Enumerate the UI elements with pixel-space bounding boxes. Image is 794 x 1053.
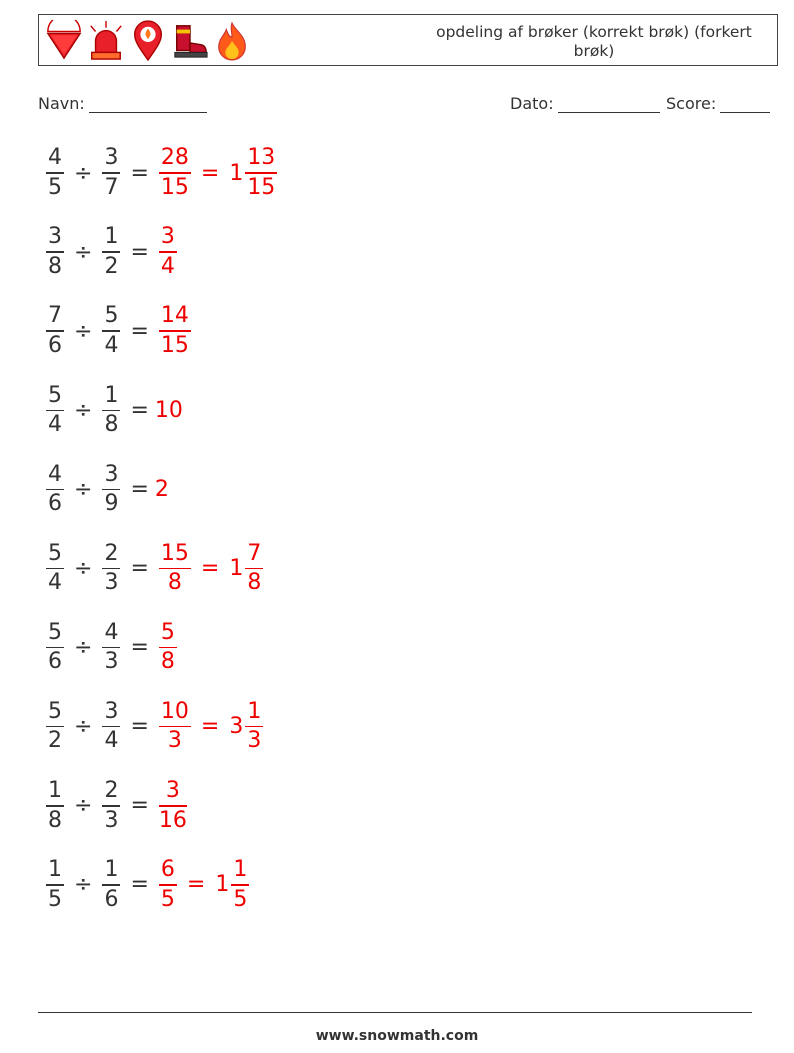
division-sign: ÷ [74, 635, 93, 661]
dividend-fraction-denominator: 4 [48, 412, 62, 438]
answer [155, 303, 195, 359]
equals-sign: = [130, 793, 149, 819]
boot-icon [171, 20, 209, 62]
division-sign: ÷ [74, 793, 93, 819]
answer-whole: 10 [154, 397, 183, 423]
division-sign: ÷ [74, 476, 93, 502]
mixed-fraction-numerator: 7 [247, 540, 262, 566]
dividend-fraction-numerator: 1 [48, 857, 62, 883]
mixed-fraction-denominator: 8 [247, 570, 262, 596]
equals-sign: = [130, 318, 149, 344]
divisor-fraction-numerator: 3 [104, 145, 119, 171]
date-label: Dato: [510, 94, 554, 113]
divisor-fraction-bar [102, 568, 120, 570]
answer-fraction-numerator: 3 [165, 778, 180, 804]
dividend-fraction-denominator: 6 [48, 649, 62, 675]
dividend-fraction-denominator: 6 [48, 332, 62, 358]
problem-row [42, 222, 181, 282]
answer-fraction-numerator: 14 [160, 303, 189, 329]
dividend-fraction-denominator: 2 [48, 728, 62, 754]
dividend-fraction-denominator: 5 [48, 886, 62, 912]
answer-fraction-bar [159, 251, 177, 253]
dividend-fraction-numerator: 5 [48, 382, 62, 408]
mixed-fraction-denominator: 15 [247, 174, 276, 200]
dividend-fraction [46, 383, 64, 439]
divisor-fraction-bar [102, 805, 120, 807]
dividend-fraction-numerator: 5 [48, 540, 62, 566]
divisor-fraction [102, 145, 120, 201]
divisor-fraction-denominator: 9 [104, 491, 119, 517]
answer-fraction-numerator: 15 [160, 540, 189, 566]
answer-equals-sign: = [186, 872, 206, 898]
fire-icon [213, 20, 251, 62]
dividend-fraction-numerator: 7 [48, 303, 62, 329]
score-blank [720, 96, 770, 113]
problem-row [42, 459, 169, 519]
answer-fraction [159, 699, 191, 755]
score-field [666, 94, 770, 113]
dividend-fraction-bar [46, 884, 64, 886]
divisor-fraction-denominator: 4 [104, 728, 119, 754]
answer-fraction-denominator: 8 [167, 570, 182, 596]
divisor-fraction-bar [102, 410, 120, 412]
divisor-fraction-bar [102, 251, 120, 253]
answer-fraction-numerator: 28 [160, 145, 189, 171]
mixed-fraction-bar [245, 568, 263, 570]
header-icons [45, 18, 251, 64]
answer [155, 477, 169, 502]
answer [155, 145, 281, 201]
page-title: opdeling af brøker (korrekt brøk) (forkert brøk) [436, 23, 752, 60]
divisor-fraction-numerator: 2 [104, 540, 119, 566]
divisor-fraction-denominator: 4 [104, 332, 119, 358]
divisor-fraction-denominator: 3 [104, 570, 119, 596]
divisor-fraction [102, 224, 120, 280]
answer [155, 620, 181, 676]
dividend-fraction [46, 699, 64, 755]
dividend-fraction-denominator: 5 [48, 174, 62, 200]
mixed-fraction-bar [231, 884, 249, 886]
divisor-fraction-bar [102, 330, 120, 332]
divisor-fraction-bar [102, 489, 120, 491]
answer-fraction [159, 145, 191, 201]
problem-row [42, 301, 195, 361]
dividend-fraction [46, 145, 64, 201]
dividend-fraction [46, 778, 64, 834]
divisor-fraction-bar [102, 172, 120, 174]
divisor-fraction-numerator: 2 [104, 778, 119, 804]
dividend-fraction-bar [46, 568, 64, 570]
dividend-fraction-bar [46, 330, 64, 332]
equals-sign: = [130, 556, 149, 581]
answer-fraction-denominator: 3 [167, 728, 182, 754]
divisor-fraction [102, 857, 120, 913]
answer-fraction-denominator: 8 [160, 649, 175, 675]
answer-equals-sign: = [200, 714, 220, 740]
dividend-fraction-denominator: 8 [48, 807, 62, 833]
mixed-fraction-denominator: 3 [247, 728, 262, 754]
answer-equals-sign: = [200, 160, 220, 186]
divisor-fraction-bar [102, 726, 120, 728]
dividend-fraction-numerator: 5 [48, 619, 62, 645]
equals-sign: = [130, 476, 149, 502]
division-sign: ÷ [74, 318, 93, 344]
answer-fraction [159, 778, 187, 834]
mixed-fraction-numerator: 1 [233, 857, 248, 883]
divisor-fraction-denominator: 6 [104, 886, 119, 912]
dividend-fraction-bar [46, 726, 64, 728]
name-field [38, 94, 207, 113]
answer-fraction [159, 620, 177, 676]
date-field [510, 94, 660, 113]
siren-icon [87, 20, 125, 62]
date-blank [558, 96, 660, 113]
mixed-whole: 3 [229, 714, 244, 740]
divisor-fraction-numerator: 4 [104, 619, 119, 645]
answer-fraction-bar [159, 647, 177, 649]
answer-fraction-bar [159, 726, 191, 728]
mixed-fraction-numerator: 1 [247, 698, 262, 724]
dividend-fraction [46, 303, 64, 359]
divisor-fraction-numerator: 1 [104, 224, 119, 250]
answer-fraction-denominator: 15 [160, 332, 189, 358]
problem-row [42, 380, 183, 440]
divisor-fraction-numerator: 1 [104, 857, 119, 883]
answer-fraction-bar [159, 805, 187, 807]
answer [155, 699, 267, 755]
dividend-fraction-bar [46, 647, 64, 649]
location-pin-icon [129, 20, 167, 62]
mixed-fraction [245, 145, 277, 201]
division-sign: ÷ [74, 239, 93, 265]
dividend-fraction [46, 541, 64, 597]
divisor-fraction-numerator: 3 [104, 698, 119, 724]
divisor-fraction [102, 699, 120, 755]
equals-sign: = [130, 397, 149, 423]
divisor-fraction-numerator: 5 [104, 303, 119, 329]
answer [155, 224, 181, 280]
divisor-fraction [102, 778, 120, 834]
answer-fraction-denominator: 15 [160, 174, 189, 200]
problem-row [42, 539, 267, 599]
answer [155, 778, 191, 834]
answer [155, 541, 267, 597]
problem-row [42, 697, 267, 757]
divisor-fraction [102, 462, 120, 518]
footer-divider [38, 1012, 752, 1013]
answer-fraction-numerator: 3 [160, 224, 175, 250]
answer-fraction-denominator: 4 [160, 253, 175, 279]
divisor-fraction-denominator: 3 [104, 649, 119, 675]
watermelon-icon [45, 20, 83, 62]
score-label: Score: [666, 94, 717, 113]
division-sign: ÷ [74, 556, 93, 581]
answer [155, 398, 183, 423]
footer-url: www.snowmath.com [315, 1028, 479, 1044]
divisor-fraction-denominator: 2 [104, 253, 119, 279]
dividend-fraction-denominator: 8 [48, 253, 62, 279]
mixed-fraction-denominator: 5 [233, 886, 248, 912]
answer-equals-sign: = [200, 556, 220, 581]
problem-row [42, 618, 181, 678]
dividend-fraction-bar [46, 489, 64, 491]
mixed-whole: 1 [215, 872, 230, 898]
mixed-whole: 1 [229, 556, 244, 581]
answer-fraction-numerator: 6 [160, 857, 175, 883]
dividend-fraction-numerator: 1 [48, 778, 62, 804]
divisor-fraction [102, 303, 120, 359]
answer-fraction [159, 224, 177, 280]
answer-fraction-numerator: 10 [160, 698, 189, 724]
divisor-fraction-numerator: 3 [104, 461, 119, 487]
equals-sign: = [130, 160, 149, 186]
answer-whole: 2 [154, 476, 169, 502]
divisor-fraction [102, 541, 120, 597]
divisor-fraction-bar [102, 884, 120, 886]
answer-fraction-denominator: 16 [158, 807, 187, 833]
divisor-fraction [102, 620, 120, 676]
divisor-fraction [102, 383, 120, 439]
name-label: Navn: [38, 94, 85, 113]
dividend-fraction [46, 620, 64, 676]
division-sign: ÷ [74, 397, 93, 423]
division-sign: ÷ [74, 714, 93, 740]
answer-fraction-denominator: 5 [160, 886, 175, 912]
mixed-fraction-bar [245, 726, 263, 728]
dividend-fraction-bar [46, 251, 64, 253]
mixed-fraction-numerator: 13 [247, 145, 276, 171]
dividend-fraction-bar [46, 410, 64, 412]
divisor-fraction-denominator: 8 [104, 412, 119, 438]
equals-sign: = [130, 714, 149, 740]
dividend-fraction [46, 462, 64, 518]
mixed-fraction [245, 541, 263, 597]
answer [155, 857, 253, 913]
answer-fraction-bar [159, 568, 191, 570]
division-sign: ÷ [74, 160, 93, 186]
answer-fraction-numerator: 5 [160, 619, 175, 645]
mixed-fraction [231, 857, 249, 913]
answer-fraction [159, 303, 191, 359]
dividend-fraction-numerator: 4 [48, 461, 62, 487]
divisor-fraction-bar [102, 647, 120, 649]
divisor-fraction-denominator: 7 [104, 174, 119, 200]
dividend-fraction-denominator: 6 [48, 491, 62, 517]
divisor-fraction-denominator: 3 [104, 807, 119, 833]
problem-row [42, 143, 281, 203]
dividend-fraction-bar [46, 172, 64, 174]
dividend-fraction-numerator: 5 [48, 698, 62, 724]
dividend-fraction-bar [46, 805, 64, 807]
mixed-fraction-bar [245, 172, 277, 174]
worksheet-header [38, 14, 778, 66]
problem-row [42, 855, 253, 915]
equals-sign: = [130, 635, 149, 661]
dividend-fraction [46, 224, 64, 280]
division-sign: ÷ [74, 872, 93, 898]
mixed-fraction [245, 699, 263, 755]
answer-fraction-bar [159, 884, 177, 886]
problem-row [42, 776, 191, 836]
answer-fraction [159, 541, 191, 597]
divisor-fraction-numerator: 1 [104, 382, 119, 408]
dividend-fraction-numerator: 4 [48, 145, 62, 171]
dividend-fraction-numerator: 3 [48, 224, 62, 250]
answer-fraction [159, 857, 177, 913]
dividend-fraction-denominator: 4 [48, 570, 62, 596]
equals-sign: = [130, 239, 149, 265]
dividend-fraction [46, 857, 64, 913]
answer-fraction-bar [159, 172, 191, 174]
name-blank [89, 96, 207, 113]
mixed-whole: 1 [229, 160, 244, 186]
equals-sign: = [130, 872, 149, 898]
answer-fraction-bar [159, 330, 191, 332]
